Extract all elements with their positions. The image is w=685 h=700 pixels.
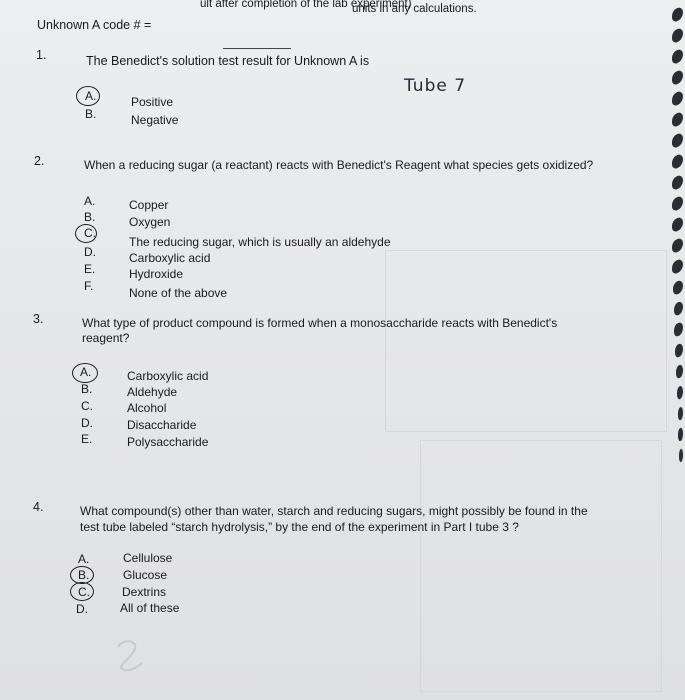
question-text: When a reducing sugar (a reactant) reacts with Benedict's Reagent what species gets oxidized? [84,158,594,172]
pencil-mark-icon [110,635,150,675]
option-letter: F. [84,279,94,293]
spiral-loop [672,111,683,128]
option-text: Dextrins [122,585,167,599]
spiral-loop [672,258,683,275]
option-text: Copper [129,198,169,212]
question-text-line-2: test tube labeled “starch hydrolysis,” by the end of the experiment in Part I tube 3 ? [80,520,519,534]
option-letter: E. [81,432,93,446]
handwritten-answer: Tube 7 [404,76,467,96]
question-number: 1. [36,48,47,62]
option-letter: E. [84,262,96,276]
spiral-loop [672,195,683,212]
option-text: Carboxylic acid [129,251,211,265]
option-text: Oxygen [129,215,171,229]
option-letter: B. [85,107,97,121]
spiral-loop [679,448,683,462]
option-letter: A. [84,194,96,208]
spiral-loop [672,132,683,149]
question-text-line-1: What compound(s) other than water, starch and reducing sugars, might possibly be found in the [80,504,588,518]
option-letter: D. [84,245,96,259]
option-text: Positive [131,95,174,109]
header-fragment-left: ult after completion of the lab experiment) [200,0,412,10]
spiral-loop [678,427,683,442]
spiral-binding [663,0,685,700]
option-letter: A. [78,552,90,566]
option-text: Polysaccharide [127,435,209,449]
question-number: 2. [34,154,45,168]
spiral-loop [673,279,683,296]
option-text: Alcohol [127,401,167,415]
question-text: The Benedict's solution test result for Unknown A is [86,54,370,68]
bleed-through-shadow [385,250,667,432]
spiral-loop [672,27,683,44]
option-text: None of the above [129,286,228,300]
question-number: 4. [33,500,44,514]
spiral-loop [672,90,683,107]
option-letter: B. [78,568,90,582]
question-text-line-2: reagent? [82,331,130,345]
option-letter: A. [80,365,92,379]
spiral-loop [672,174,683,191]
option-text: Negative [131,113,179,127]
option-letter: D. [81,416,93,430]
option-text: The reducing sugar, which is usually an aldehyde [129,235,391,249]
option-text: Hydroxide [129,267,184,281]
option-text: Glucose [123,568,168,582]
spiral-loop [672,6,683,23]
spiral-loop [678,406,683,421]
option-text: Aldehyde [127,385,178,399]
answer-blank-line [223,48,291,49]
option-letter: B. [81,382,93,396]
bleed-through-shadow [420,440,662,692]
spiral-loop [676,364,683,380]
option-text: Cellulose [123,551,173,565]
option-letter: A. [85,89,97,103]
header-fragment-right: units in any calculations. [352,3,477,15]
unknown-code-label: Unknown A code # = [37,18,152,32]
option-letter: D. [76,602,88,616]
spiral-loop [674,321,683,337]
spiral-loop [677,385,683,400]
spiral-loop [672,69,683,86]
spiral-loop [672,48,683,65]
option-letter: B. [84,210,96,224]
option-letter: C. [81,399,93,413]
spiral-loop [672,153,683,170]
option-text: All of these [120,601,180,615]
spiral-loop [672,237,683,254]
question-text-line-1: What type of product compound is formed when a monosaccharide reacts with Benedict's [82,316,558,330]
spiral-loop [675,343,683,359]
option-letter: C. [84,226,96,240]
spiral-loop [674,300,683,316]
option-text: Carboxylic acid [127,369,209,383]
question-number: 3. [33,312,44,326]
spiral-loop [672,216,683,233]
option-letter: C. [78,585,90,599]
option-text: Disaccharide [127,418,197,432]
